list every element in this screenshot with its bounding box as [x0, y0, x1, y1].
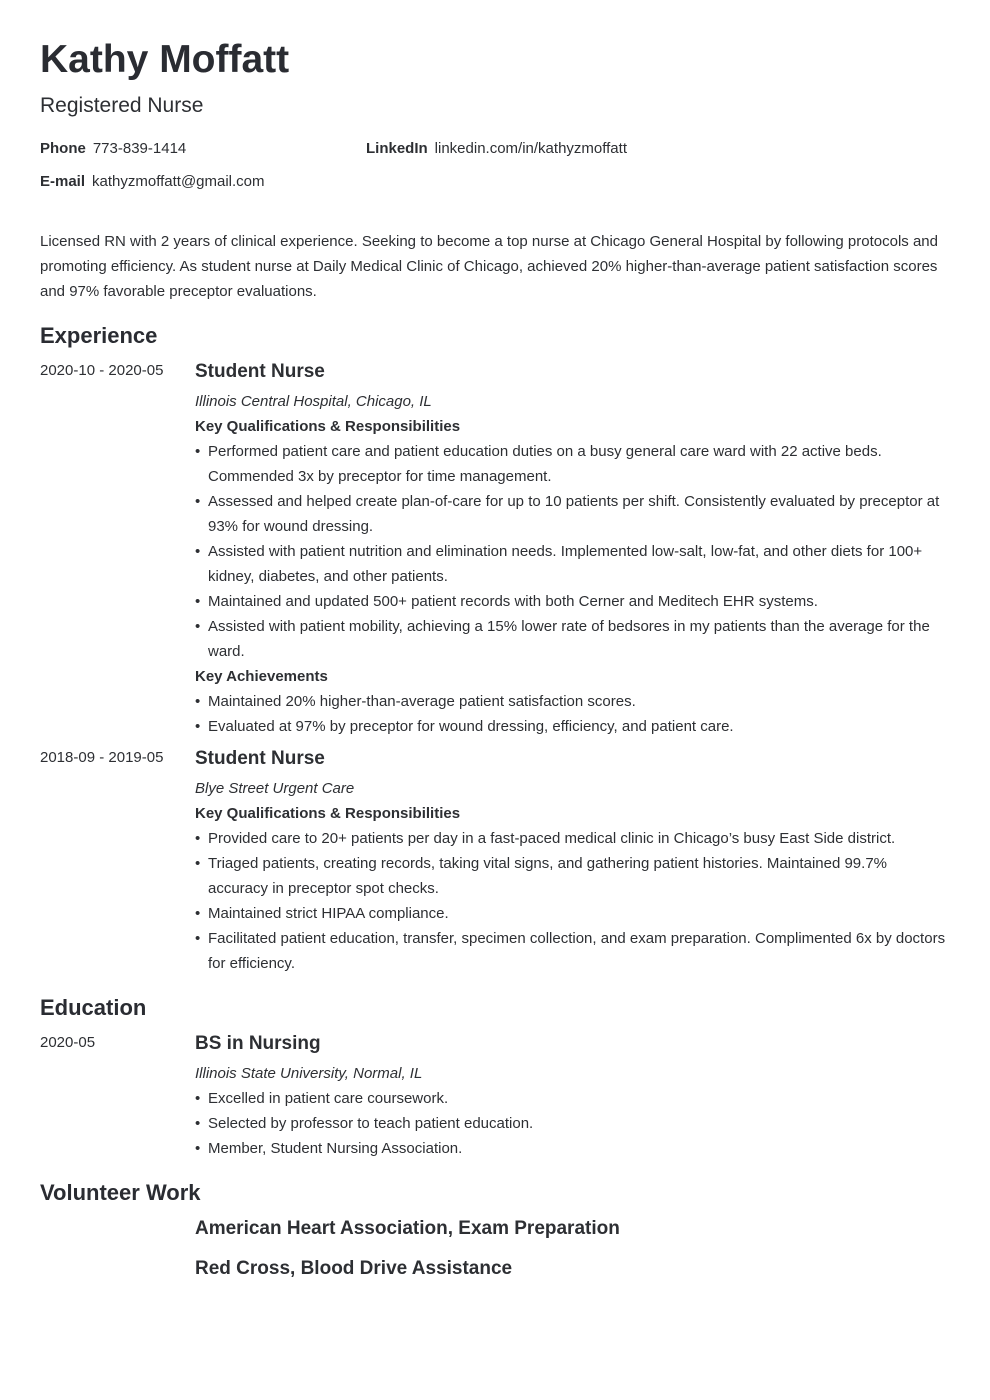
list-item: • Maintained strict HIPAA compliance.	[195, 901, 950, 926]
responsibilities-heading: Key Qualifications & Responsibilities	[195, 418, 461, 435]
responsibilities-list	[195, 826, 950, 976]
job-entry	[40, 360, 950, 739]
list-item: • Selected by professor to teach patient education.	[195, 1111, 950, 1136]
job-dates: 2018-09 - 2019-05	[40, 749, 164, 766]
experience-heading: Experience	[40, 323, 158, 348]
volunteer-item: Red Cross, Blood Drive Assistance	[195, 1258, 513, 1279]
job-position: Student Nurse	[195, 361, 325, 382]
list-item: • Facilitated patient education, transfer, specimen collection, and exam preparation. Complimented 6x by doctors for efficiency.	[195, 926, 950, 976]
job-organization: Blye Street Urgent Care	[195, 780, 355, 797]
email-link[interactable]: kathyzmoffatt@gmail.com	[92, 173, 265, 190]
achievements-heading: Key Achievements	[195, 668, 328, 685]
job-organization: Illinois Central Hospital, Chicago, IL	[195, 393, 432, 410]
education-dates: 2020-05	[40, 1034, 96, 1051]
phone-value: 773-839-1414	[92, 140, 187, 157]
email-label: E-mail	[40, 173, 86, 190]
degree: BS in Nursing	[195, 1033, 321, 1054]
list-item: • Evaluated at 97% by preceptor for wound dressing, efficiency, and patient care.	[195, 714, 950, 739]
job-entry	[40, 747, 950, 976]
responsibilities-heading: Key Qualifications & Responsibilities	[195, 805, 461, 822]
list-item: • Maintained and updated 500+ patient records with both Cerner and Meditech EHR systems.	[195, 589, 950, 614]
volunteer-list	[195, 1217, 950, 1281]
contact-linkedin	[366, 139, 627, 159]
linkedin-label: LinkedIn	[366, 140, 428, 157]
job-dates: 2020-10 - 2020-05	[40, 362, 164, 379]
linkedin-link[interactable]: linkedin.com/in/kathyzmoffatt	[434, 140, 627, 157]
list-item: • Member, Student Nursing Association.	[195, 1136, 950, 1161]
list-item: • Assessed and helped create plan-of-care for up to 10 patients per shift. Consistently evaluated by preceptor at 93% for wound dressing.	[195, 489, 950, 539]
list-item: • Assisted with patient nutrition and elimination needs. Implemented low-salt, low-fat, and other diets for 100+ kidney, diabetes, and other patients.	[195, 539, 950, 589]
list-item: • Provided care to 20+ patients per day in a fast-paced medical clinic in Chicago’s busy East Side district.	[195, 826, 950, 851]
contact-phone	[40, 139, 186, 159]
achievements-list	[195, 689, 950, 739]
volunteer-heading: Volunteer Work	[40, 1180, 201, 1205]
job-position: Student Nurse	[195, 748, 325, 769]
contact-info	[40, 139, 950, 209]
list-item: • Assisted with patient mobility, achieving a 15% lower rate of bedsores in my patients than the average for the ward.	[195, 614, 950, 664]
list-item: • Excelled in patient care coursework.	[195, 1086, 950, 1111]
candidate-name: Kathy Moffatt	[40, 38, 290, 81]
list-item: • Triaged patients, creating records, taking vital signs, and gathering patient histories. Maintained 99.7% accuracy in preceptor spot checks.	[195, 851, 950, 901]
school: Illinois State University, Normal, IL	[195, 1065, 423, 1082]
responsibilities-list	[195, 439, 950, 664]
education-heading: Education	[40, 995, 147, 1020]
phone-label: Phone	[40, 140, 86, 157]
list-item: • Maintained 20% higher-than-average patient satisfaction scores.	[195, 689, 950, 714]
education-entry	[40, 1032, 950, 1161]
list-item: • Performed patient care and patient education duties on a busy general care ward with 22 active beds. Commended 3x by preceptor for time management.	[195, 439, 950, 489]
candidate-title: Registered Nurse	[40, 94, 204, 117]
volunteer-item: American Heart Association, Exam Preparation	[195, 1218, 620, 1239]
education-list	[195, 1086, 950, 1161]
contact-email	[40, 172, 265, 192]
summary: Licensed RN with 2 years of clinical experience. Seeking to become a top nurse at Chicago General Hospital by following protocols and promoting efficiency. As student nurse at Daily Medical Clinic of Chicago, achieved 20% higher-than-average patient satisfaction scores and 97% favorable preceptor evaluations.	[40, 233, 938, 300]
